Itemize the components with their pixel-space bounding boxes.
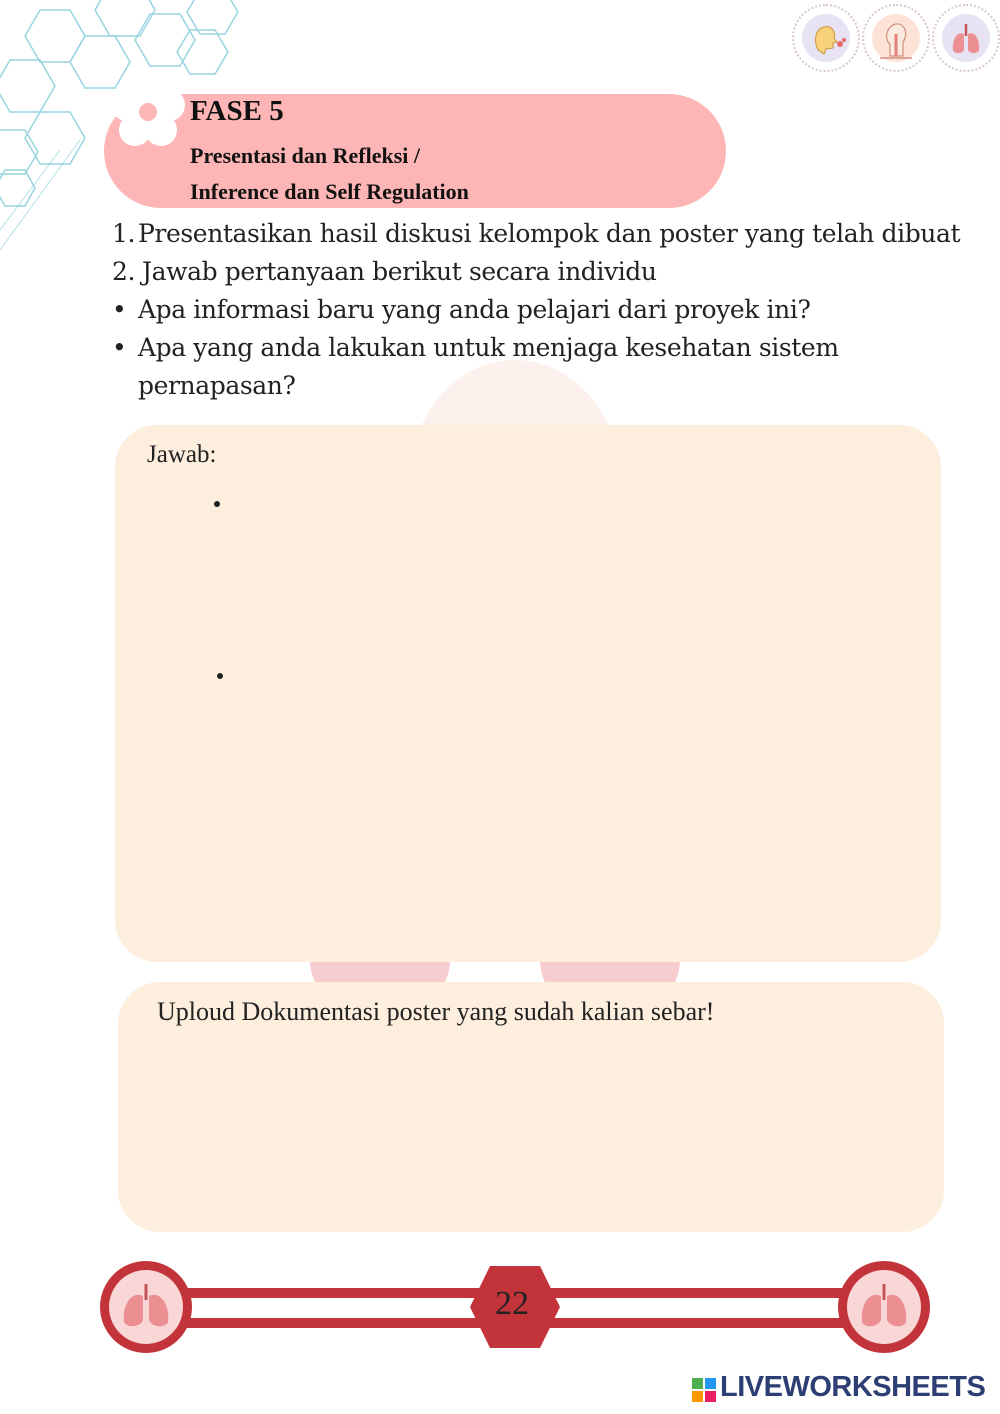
page-number: 22 [495, 1285, 529, 1322]
lungs-icon [932, 4, 1000, 72]
answer-label: Jawab: [147, 441, 217, 468]
answer-bullet-1 [214, 501, 220, 507]
answer-box[interactable] [115, 425, 941, 962]
phase-title: FASE 5 [190, 95, 284, 127]
footer-lungs-icon-left [100, 1261, 192, 1353]
upload-label: Uploud Dokumentasi poster yang sudah kalian sebar! [157, 997, 715, 1026]
breathing-person-icon [792, 4, 860, 72]
phase-subtitle-line2: Inference dan Self Regulation [190, 179, 469, 204]
footer-lungs-icon-right [838, 1261, 930, 1353]
liveworksheets-logo-icon [692, 1378, 716, 1402]
phase-subtitle-line1: Presentasi dan Refleksi / [190, 143, 420, 168]
answer-bullet-2 [217, 673, 223, 679]
liveworksheets-logo-text[interactable]: LIVEWORKSHEETS [720, 1371, 986, 1403]
flower-icon [110, 74, 186, 150]
throat-anatomy-icon [862, 4, 930, 72]
